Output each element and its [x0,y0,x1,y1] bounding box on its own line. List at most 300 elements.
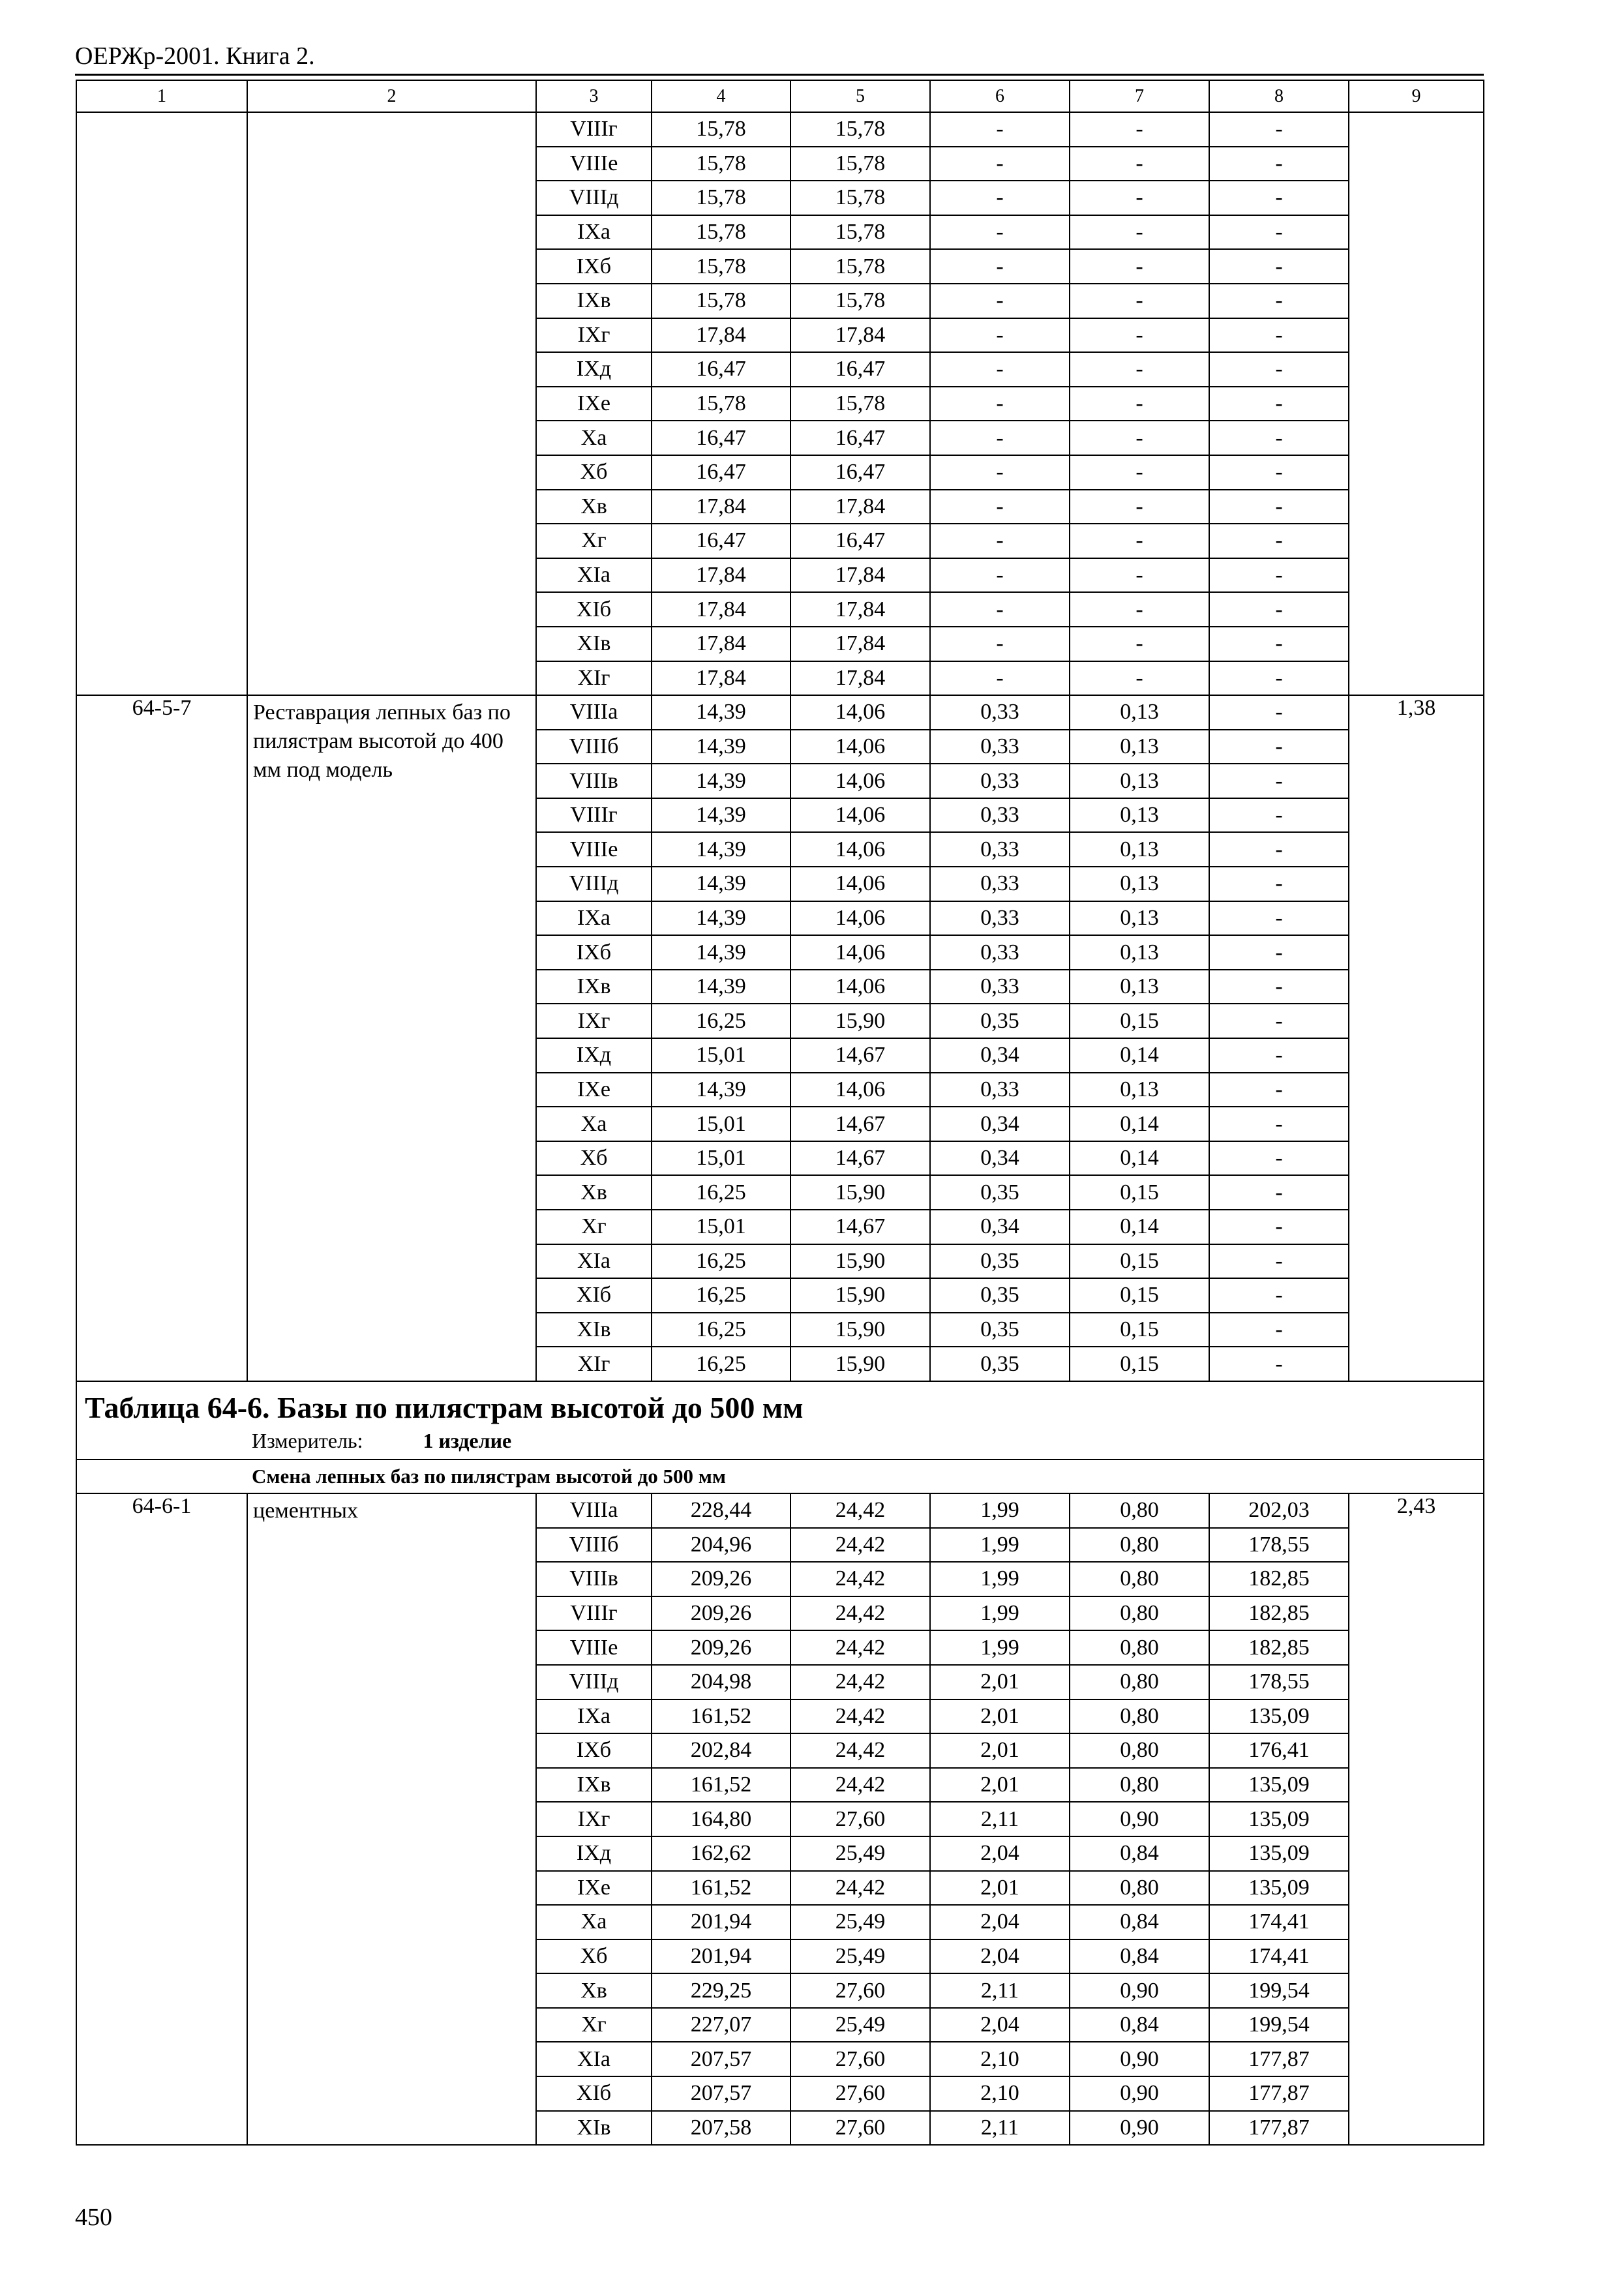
cell-value: - [1209,798,1349,833]
cell-value: IXа [536,215,652,250]
cell-value: 14,67 [790,1107,930,1141]
cell-value: 15,90 [790,1244,930,1279]
cell-value: 17,84 [652,558,790,593]
cell-value: 204,98 [652,1665,790,1699]
cell-value: - [1209,1141,1349,1176]
cell-value: - [930,421,1070,455]
cell-value: 14,39 [652,935,790,970]
cell-value: 16,47 [652,352,790,387]
cell-value: 207,57 [652,2076,790,2111]
cell-value: 15,78 [790,387,930,421]
cell-value: 24,42 [790,1562,930,1596]
cell-value: 2,01 [930,1768,1070,1803]
cell-value: VIIIд [536,867,652,901]
cell-value: 14,39 [652,901,790,936]
cell-value: 178,55 [1209,1528,1349,1563]
cell-value: 17,84 [652,592,790,627]
cell-value: 2,04 [930,2008,1070,2042]
cell-value: 201,94 [652,1939,790,1974]
cell-value: 24,42 [790,1665,930,1699]
cell-value: 15,90 [790,1347,930,1381]
cell-value: - [1209,1210,1349,1244]
cell-value: 15,90 [790,1278,930,1313]
cell-value: 15,78 [790,147,930,181]
cell-value: 0,13 [1070,798,1209,833]
cell-value: 15,78 [790,181,930,215]
cell-value: 27,60 [790,1802,930,1836]
cell-value: - [1070,318,1209,353]
cell-description: цементных [247,1493,536,2145]
cell-value: 24,42 [790,1733,930,1768]
cell-value: - [1209,352,1349,387]
cell-value: 16,47 [790,421,930,455]
cell-value: - [1209,867,1349,901]
column-number: 1 [76,80,247,112]
cell-value: IXв [536,1768,652,1803]
cell-value: 0,33 [930,730,1070,764]
cell-value: IXг [536,1004,652,1038]
cell-value: 25,49 [790,1836,930,1871]
cell-value: XIг [536,1347,652,1381]
cell-value: 209,26 [652,1596,790,1631]
cell-value: 15,78 [652,147,790,181]
cell-value: 0,90 [1070,1973,1209,2008]
cell-value: 17,84 [652,318,790,353]
cell-value: 27,60 [790,2111,930,2146]
cell-value: - [1209,1107,1349,1141]
cell-value: 0,34 [930,1107,1070,1141]
cell-value: IXг [536,1802,652,1836]
cell-value: - [1070,249,1209,284]
cell-value: 207,58 [652,2111,790,2146]
cell-value: 0,33 [930,695,1070,730]
cell-value: 17,84 [790,318,930,353]
cell-value: IXд [536,1038,652,1073]
cell-value: 25,49 [790,1939,930,1974]
cell-value: VIIIа [536,695,652,730]
cell-value: 0,90 [1070,2042,1209,2076]
cell-value: 14,06 [790,695,930,730]
cell-value: VIIIд [536,1665,652,1699]
cell-value: 15,90 [790,1313,930,1347]
measure-line [77,1428,1483,1459]
cell-value: 0,13 [1070,730,1209,764]
cell-value: - [930,215,1070,250]
cell-value: 0,15 [1070,1347,1209,1381]
cell-value: 0,80 [1070,1493,1209,1528]
cell-value: 0,80 [1070,1768,1209,1803]
cell-value: IXб [536,249,652,284]
cell-value: 16,25 [652,1278,790,1313]
cell-value: 14,06 [790,798,930,833]
cell-value: - [1070,352,1209,387]
cell-value: 135,09 [1209,1836,1349,1871]
cell-value: 176,41 [1209,1733,1349,1768]
cell-value: 2,01 [930,1733,1070,1768]
cell-value: 24,42 [790,1630,930,1665]
cell-value: 0,84 [1070,1905,1209,1939]
cell-value: Xв [536,490,652,524]
cell-value: 0,13 [1070,832,1209,867]
cell-value: - [1209,832,1349,867]
cell-value: - [1209,215,1349,250]
cell-value: 0,80 [1070,1871,1209,1906]
cell-value: 2,11 [930,2111,1070,2146]
cell-value: - [930,249,1070,284]
cell-value: 14,39 [652,832,790,867]
cell-value: 202,03 [1209,1493,1349,1528]
cell-value: - [1209,490,1349,524]
column-number: 2 [247,80,536,112]
cell-value: 135,09 [1209,1768,1349,1803]
cell-value: XIа [536,558,652,593]
cell-value: 0,80 [1070,1562,1209,1596]
cell-value: 2,11 [930,1802,1070,1836]
cell-value: 0,33 [930,901,1070,936]
cell-value: 2,04 [930,1939,1070,1974]
cell-value: 16,47 [652,421,790,455]
rates-table [76,80,1484,2146]
cell-value: 14,39 [652,798,790,833]
cell-value: 0,33 [930,970,1070,1004]
cell-value: - [1070,215,1209,250]
cell-value: Xв [536,1175,652,1210]
cell-value: VIIIд [536,181,652,215]
cell-value: 15,78 [652,112,790,147]
cell-value: - [1209,1244,1349,1279]
cell-value: 0,80 [1070,1596,1209,1631]
cell-value: 2,01 [930,1871,1070,1906]
cell-value: - [1209,387,1349,421]
cell-value: - [1209,455,1349,490]
cell-value: 182,85 [1209,1562,1349,1596]
cell-value: - [1209,181,1349,215]
cell-value: 0,80 [1070,1665,1209,1699]
cell-description: Реставрация лепных баз по пилястрам высотой до 400 мм под модель [247,695,536,1381]
cell-value: 14,06 [790,832,930,867]
cell-value: 199,54 [1209,1973,1349,2008]
cell-value: - [1209,1175,1349,1210]
cell-value: 24,42 [790,1699,930,1734]
cell-value: 17,84 [652,490,790,524]
cell-value: 15,78 [790,112,930,147]
column-number: 9 [1349,80,1484,112]
cell-value: 202,84 [652,1733,790,1768]
cell-value: - [1209,695,1349,730]
cell-value: 161,52 [652,1768,790,1803]
cell-value: 27,60 [790,1973,930,2008]
cell-value: 17,84 [790,490,930,524]
cell-value: - [1209,1004,1349,1038]
cell-value: 177,87 [1209,2076,1349,2111]
cell-value: - [1209,558,1349,593]
cell-value: 0,14 [1070,1038,1209,1073]
cell-value: 0,15 [1070,1244,1209,1279]
cell-value: - [1209,147,1349,181]
cell-value: 14,67 [790,1141,930,1176]
cell-value: - [1209,1073,1349,1107]
cell-value: 2,10 [930,2042,1070,2076]
cell-value: 0,90 [1070,1802,1209,1836]
cell-col9: 1,38 [1349,695,1484,1381]
cell-value: 182,85 [1209,1596,1349,1631]
cell-value: - [1070,147,1209,181]
cell-value: 14,39 [652,867,790,901]
cell-value: 15,01 [652,1141,790,1176]
cell-value: XIа [536,1244,652,1279]
cell-value: 14,06 [790,730,930,764]
cell-value: - [1209,970,1349,1004]
cell-value: 0,80 [1070,1630,1209,1665]
cell-value: 15,78 [652,215,790,250]
cell-value: 199,54 [1209,2008,1349,2042]
cell-value: 0,33 [930,867,1070,901]
cell-value: 16,47 [790,352,930,387]
cell-value: 1,99 [930,1528,1070,1563]
cell-value: - [1209,627,1349,661]
cell-value: Xа [536,1107,652,1141]
measure-value: 1 изделие [423,1428,512,1452]
cell-value: 16,47 [790,455,930,490]
cell-value: 27,60 [790,2042,930,2076]
cell-value: 0,35 [930,1244,1070,1279]
cell-value: - [1070,421,1209,455]
cell-value: 0,80 [1070,1699,1209,1734]
subsection-row [76,1459,1484,1493]
cell-value: 0,35 [930,1175,1070,1210]
measure-label: Измеритель: [252,1428,363,1452]
cell-value: 16,25 [652,1175,790,1210]
cell-value: Xг [536,2008,652,2042]
cell-value: IXв [536,970,652,1004]
cell-value: - [1209,318,1349,353]
cell-value: XIг [536,661,652,696]
cell-value: 0,13 [1070,764,1209,798]
cell-value: - [930,387,1070,421]
cell-value: 0,90 [1070,2111,1209,2146]
table-row [76,112,1484,147]
table-row [76,1493,1484,1528]
cell-value: 15,90 [790,1004,930,1038]
cell-value: 0,34 [930,1141,1070,1176]
cell-value: - [1070,387,1209,421]
cell-value: IXе [536,1073,652,1107]
table-row [76,695,1484,730]
cell-value: - [930,558,1070,593]
cell-value: - [1209,524,1349,558]
cell-value: - [1070,490,1209,524]
cell-value: 14,67 [790,1038,930,1073]
cell-value: - [1209,661,1349,696]
cell-value: 16,47 [790,524,930,558]
cell-value: 15,78 [652,249,790,284]
cell-value: VIIIе [536,1630,652,1665]
cell-code: 64-6-1 [76,1493,247,2145]
cell-value: Xб [536,1141,652,1176]
cell-value: XIв [536,1313,652,1347]
cell-value: 16,25 [652,1004,790,1038]
cell-value: XIа [536,2042,652,2076]
cell-value: 229,25 [652,1973,790,2008]
cell-value: Xа [536,1905,652,1939]
cell-col9: 2,43 [1349,1493,1484,2145]
cell-value: - [1209,249,1349,284]
cell-value: 24,42 [790,1528,930,1563]
cell-value: IXб [536,1733,652,1768]
cell-value: VIIIб [536,730,652,764]
cell-value: - [930,284,1070,318]
page-number: 450 [75,2204,112,2231]
cell-value: - [1209,935,1349,970]
cell-value: 16,47 [652,524,790,558]
cell-value: 135,09 [1209,1699,1349,1734]
cell-value: 14,06 [790,867,930,901]
cell-value: 0,33 [930,1073,1070,1107]
cell-value: - [930,524,1070,558]
cell-value: 25,49 [790,2008,930,2042]
cell-value: - [1209,1313,1349,1347]
cell-value: 14,39 [652,1073,790,1107]
cell-value: 14,06 [790,970,930,1004]
cell-value: - [1209,730,1349,764]
cell-value: - [930,147,1070,181]
column-number: 6 [930,80,1070,112]
cell-value: 15,01 [652,1210,790,1244]
section-header [76,1381,1484,1459]
cell-value: VIIIб [536,1528,652,1563]
column-number-row [76,80,1484,112]
cell-value: 17,84 [790,558,930,593]
cell-value: - [1209,901,1349,936]
cell-value: Xг [536,524,652,558]
cell-value: 174,41 [1209,1939,1349,1974]
cell-value: 24,42 [790,1768,930,1803]
cell-value: 0,13 [1070,1073,1209,1107]
cell-value: 164,80 [652,1802,790,1836]
cell-value: - [1209,1278,1349,1313]
cell-value: 1,99 [930,1562,1070,1596]
cell-value: 0,84 [1070,1836,1209,1871]
cell-value: 209,26 [652,1562,790,1596]
cell-value: 2,11 [930,1973,1070,2008]
cell-value: - [930,352,1070,387]
cell-value: 0,13 [1070,695,1209,730]
cell-value: 0,15 [1070,1175,1209,1210]
cell-value: 2,10 [930,2076,1070,2111]
cell-value: 16,47 [652,455,790,490]
cell-value: 0,90 [1070,2076,1209,2111]
cell-value: 0,35 [930,1347,1070,1381]
cell-value: 0,13 [1070,970,1209,1004]
cell-value: 209,26 [652,1630,790,1665]
subsection-title: Смена лепных баз по пилястрам высотой до 500 мм [76,1459,1484,1493]
cell-value: - [1070,455,1209,490]
cell-value: - [1209,764,1349,798]
column-number: 3 [536,80,652,112]
cell-value: VIIIа [536,1493,652,1528]
cell-value: 15,78 [652,181,790,215]
cell-value: VIIIв [536,764,652,798]
cell-value: 0,14 [1070,1107,1209,1141]
cell-value: 14,06 [790,764,930,798]
cell-value: - [930,112,1070,147]
cell-value: - [930,661,1070,696]
cell-value: 0,33 [930,798,1070,833]
cell-value: 0,84 [1070,1939,1209,1974]
cell-value: 0,13 [1070,867,1209,901]
cell-value: - [930,592,1070,627]
cell-value: - [1209,421,1349,455]
cell-value: 0,15 [1070,1004,1209,1038]
cell-value: 0,15 [1070,1278,1209,1313]
cell-value: - [1209,1038,1349,1073]
cell-value: 25,49 [790,1905,930,1939]
cell-value: 0,34 [930,1038,1070,1073]
column-number: 4 [652,80,790,112]
cell-value: 17,84 [652,627,790,661]
cell-value: IXд [536,352,652,387]
cell-value: - [930,490,1070,524]
cell-value: 162,62 [652,1836,790,1871]
cell-value: 14,39 [652,695,790,730]
cell-value: 177,87 [1209,2042,1349,2076]
cell-description [247,112,536,695]
cell-value: - [930,627,1070,661]
cell-value: XIв [536,2111,652,2146]
cell-value: - [1209,284,1349,318]
cell-value: 27,60 [790,2076,930,2111]
cell-value: 174,41 [1209,1905,1349,1939]
cell-value: 14,39 [652,970,790,1004]
cell-value: IXг [536,318,652,353]
cell-value: - [930,455,1070,490]
cell-value: 17,84 [652,661,790,696]
cell-value: 15,90 [790,1175,930,1210]
cell-value: 15,78 [790,249,930,284]
cell-value: - [1209,592,1349,627]
cell-value: 14,67 [790,1210,930,1244]
cell-value: 15,78 [790,284,930,318]
cell-value: 228,44 [652,1493,790,1528]
cell-value: 0,80 [1070,1733,1209,1768]
cell-value: - [930,181,1070,215]
cell-value: XIв [536,627,652,661]
column-number: 5 [790,80,930,112]
cell-value: VIIIг [536,1596,652,1631]
cell-value: - [1070,524,1209,558]
cell-value: - [1070,181,1209,215]
cell-value: VIIIе [536,147,652,181]
cell-value: 16,25 [652,1347,790,1381]
cell-value: - [1070,284,1209,318]
cell-value: VIIIе [536,832,652,867]
cell-value: 15,78 [790,215,930,250]
cell-col9 [1349,112,1484,695]
cell-value: 0,35 [930,1004,1070,1038]
cell-value: 15,01 [652,1107,790,1141]
cell-value: 0,15 [1070,1313,1209,1347]
cell-value: 15,01 [652,1038,790,1073]
cell-value: - [1070,627,1209,661]
cell-value: 2,01 [930,1699,1070,1734]
cell-value: IXд [536,1836,652,1871]
cell-value: 0,84 [1070,2008,1209,2042]
cell-value: 17,84 [790,661,930,696]
cell-value: Xв [536,1973,652,2008]
cell-value: 14,06 [790,1073,930,1107]
cell-value: 204,96 [652,1528,790,1563]
cell-value: 15,78 [652,284,790,318]
